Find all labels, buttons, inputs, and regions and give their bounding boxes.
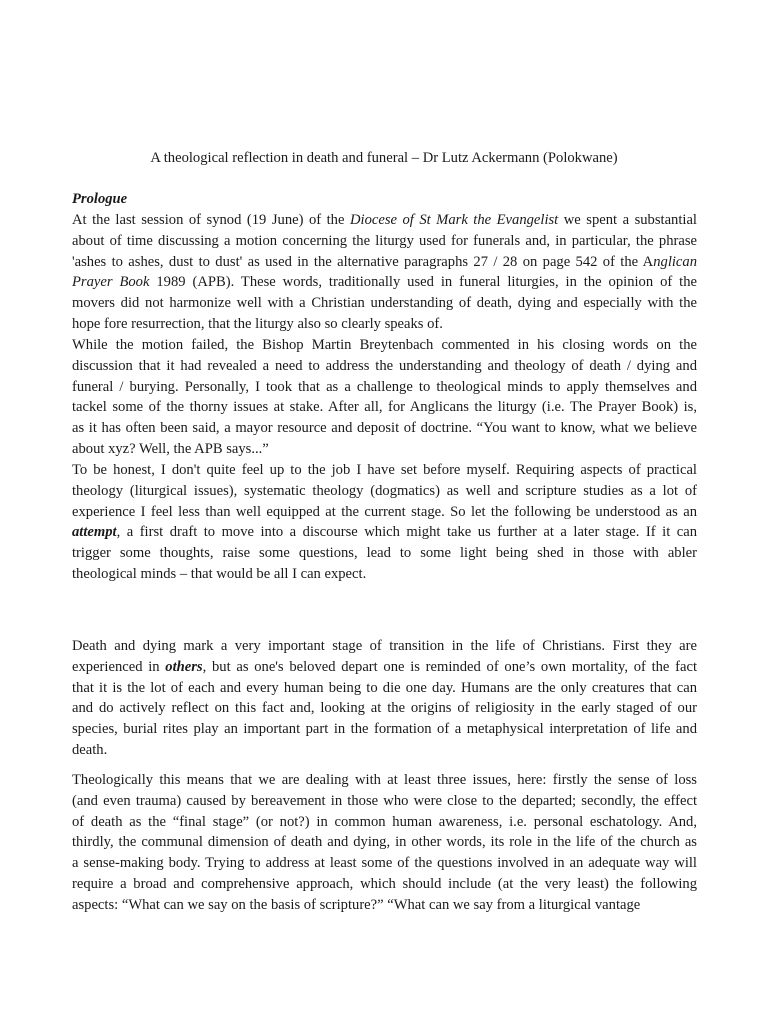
text-line	[72, 740, 697, 761]
paragraph	[72, 636, 697, 761]
text-line	[72, 698, 697, 719]
text-run: species, burial rites play an important part in the formation of a metaphysical interpretation of life and	[72, 721, 697, 738]
text-line	[72, 356, 697, 377]
text-line	[72, 272, 697, 293]
document-title: A theological reflection in death and funeral – Dr Lutz Ackermann (Polokwane)	[150, 150, 618, 166]
text-run: While the motion failed, the Bishop Martin Breytenbach commented in his closing words on the	[72, 337, 697, 353]
text-line	[72, 481, 697, 502]
italic-text: nglican	[653, 253, 697, 270]
text-line	[72, 397, 697, 418]
text-run: To be honest, I don't quite feel up to the job I have set before myself. Requiring aspects of practical	[72, 462, 697, 478]
text-run: movers did not harmonize well with a Christian understanding of death, dying and especially with the	[72, 295, 697, 312]
text-line	[72, 502, 697, 523]
text-line	[72, 314, 697, 335]
text-run: as it has often been said, a mayor resource and deposit of doctrine. “You want to know, what we believe	[72, 420, 697, 437]
text-run: experience I feel less than well equipped at the current stage. So let the following be understood as an	[72, 503, 697, 520]
text-line	[72, 812, 697, 833]
text-run: Death and dying mark a very important stage of transition in the life of Christians. First they are	[72, 638, 697, 654]
text-line	[72, 874, 697, 895]
text-run: tackel some of the thorny issues at stake. After all, for Anglicans the liturgy (i.e. The Prayer Book) is,	[72, 399, 697, 416]
text-run: about of time discussing a motion concerning the liturgy used for funerals and, in particular, the phrase	[72, 232, 697, 249]
text-run: thirdly, the communal dimension of death and dying, in other words, its role in the life of the church as	[72, 834, 697, 851]
text-run: 'ashes to ashes, dust to dust' as used in the alternative paragraphs 27 / 28 on page 542 of the A	[72, 253, 654, 270]
text-line	[72, 791, 697, 812]
text-run: death.	[72, 741, 108, 758]
text-line	[72, 293, 697, 314]
text-line	[72, 418, 697, 439]
text-line	[72, 335, 697, 356]
text-run: and do actively reflect on this fact and, looking at the origins of religiosity in the early staged of our	[72, 700, 697, 717]
text-run: theological minds – that would be all I can expect.	[72, 565, 367, 582]
text-run: theology (liturgical issues), systematic theology (dogmatics) as well and scripture studies as a lot of	[72, 482, 697, 499]
text-line	[72, 231, 697, 252]
text-run: a sense-making body. Trying to address at least some of the questions involved in an adequate way will	[72, 855, 697, 872]
text-line	[72, 636, 697, 657]
emphasis-text: attempt	[72, 524, 117, 541]
text-line	[72, 678, 697, 699]
text-run: 1989 (APB). These words, traditionally used in funeral liturgies, in the opinion of the	[149, 274, 697, 291]
text-run: require a broad and comprehensive approach, which should include (at the very least) the following	[72, 875, 697, 892]
text-run: discussion that it had revealed a need to address the understanding and theology of death / dying and	[72, 357, 697, 374]
text-run: (and even trauma) caused by bereavement in those who were close to the departed; secondly, the effect	[72, 792, 697, 809]
text-line	[72, 853, 697, 874]
text-line	[72, 895, 697, 916]
text-line	[72, 377, 697, 398]
text-run: , a first draft to move into a discourse which might take us further at a later stage. If it can	[116, 524, 697, 541]
text-line	[72, 832, 697, 853]
text-run: At the last session of synod (19 June) of the	[72, 212, 350, 228]
text-run: of death as the “final stage” (or not?) in common human awareness, i.e. personal eschatology. And,	[72, 813, 697, 830]
text-line	[72, 522, 697, 543]
section-heading-prologue: Prologue	[72, 191, 128, 207]
text-run: we spent a substantial	[558, 212, 697, 228]
paragraph	[72, 770, 697, 916]
text-line	[72, 564, 697, 585]
italic-text: Prayer Book	[72, 274, 150, 291]
text-line	[72, 439, 697, 460]
text-line	[72, 210, 697, 231]
text-line	[72, 719, 697, 740]
text-run: about xyz? Well, the APB says...”	[72, 440, 269, 457]
text-run: funeral / burying. Personally, I took that as a challenge to theological minds to apply themselves and	[72, 378, 697, 395]
text-line	[72, 252, 697, 273]
text-run: hope fore resurrection, that the liturgy also so clearly speaks of.	[72, 315, 443, 332]
text-run: Theologically this means that we are dealing with at least three issues, here: firstly the sense of loss	[72, 772, 697, 788]
text-line	[72, 460, 697, 481]
text-run: experienced in	[72, 658, 166, 675]
text-run: that it is the lot of each and every human being to die one day. Humans are the only creatures that can	[72, 679, 697, 696]
paragraph	[72, 460, 697, 585]
paragraph	[72, 335, 697, 460]
text-run: trigger some thoughts, raise some questions, lead to some light being shed in those with abler	[72, 545, 697, 562]
text-run: , but as one's beloved depart one is reminded of one’s own mortality, of the fact	[202, 658, 697, 675]
text-line	[72, 543, 697, 564]
emphasis-text: others	[165, 658, 203, 675]
text-line	[72, 770, 697, 791]
text-run: aspects: “What can we say on the basis of scripture?” “What can we say from a liturgical vantage	[72, 896, 641, 913]
italic-text: Diocese of St Mark the Evangelist	[349, 212, 559, 228]
text-line	[72, 657, 697, 678]
paragraph	[72, 210, 697, 335]
